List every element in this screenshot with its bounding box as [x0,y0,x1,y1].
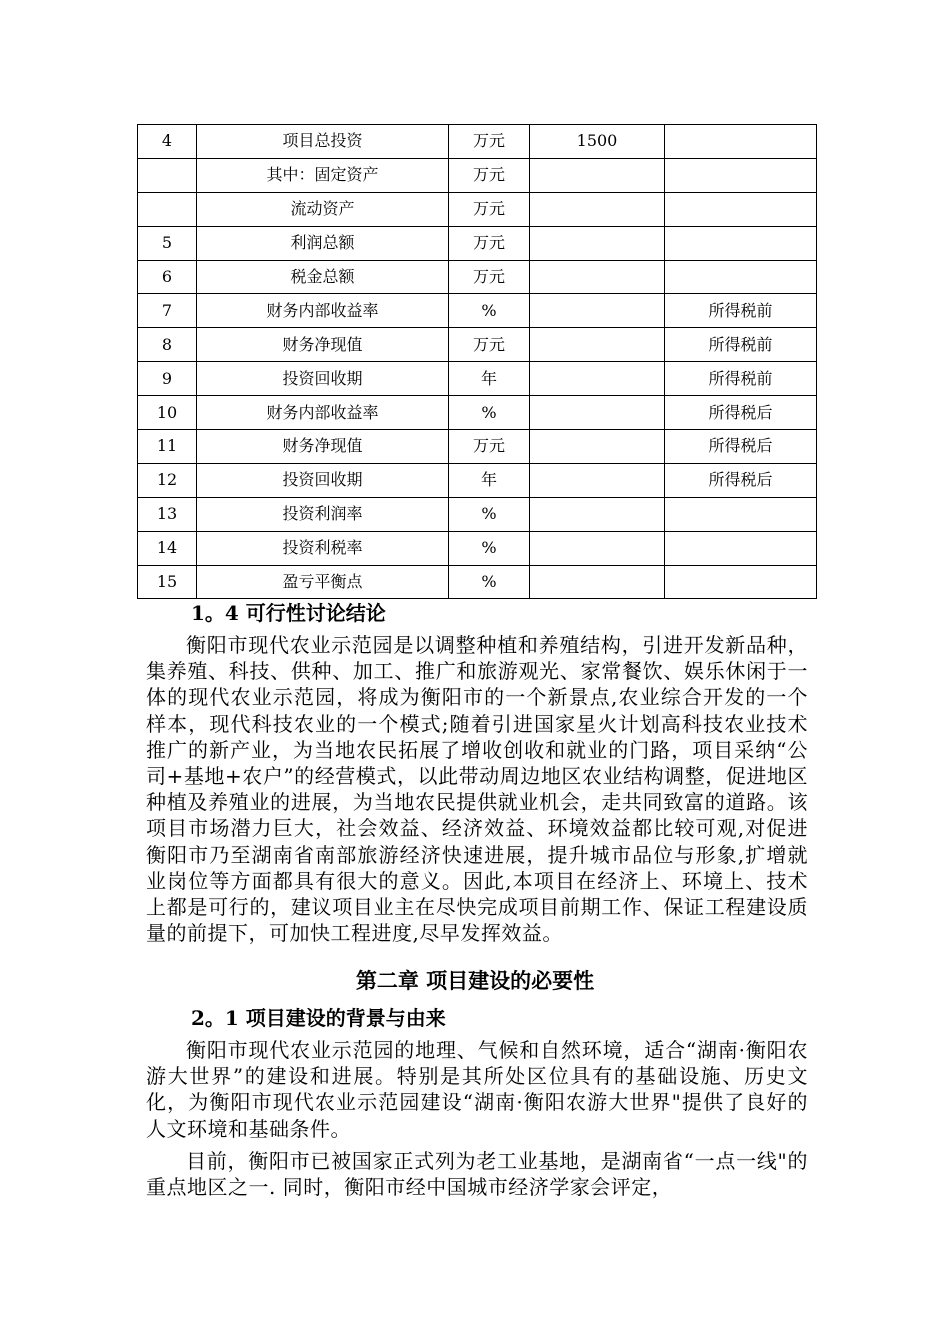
table-row [138,396,817,430]
unit: % [449,565,530,599]
item-name: 投资回收期 [197,362,449,396]
note [665,260,817,294]
note [665,531,817,565]
indicator-table-body [138,125,817,599]
section-heading-2-1: 2。1 项目建设的背景与由来 [191,1006,446,1030]
item-name: 财务净现值 [197,328,449,362]
value [530,396,665,430]
table-row [138,362,817,396]
table-row [138,125,817,159]
unit: % [449,497,530,531]
row-number: 5 [138,226,197,260]
note: 所得税后 [665,463,817,497]
table-row [138,226,817,260]
value [530,463,665,497]
section-2-1-paragraph-2: 目前，衡阳市已被国家正式列为老工业基地，是湖南省“一点一线"的重点地区之一. 同时，衡阳市经中国城市经济学家会评定， [146,1149,808,1200]
row-number: 4 [138,125,197,159]
section-heading-1-4: 1。4 可行性讨论结论 [191,601,386,625]
value [530,192,665,226]
note: 所得税后 [665,396,817,430]
note [665,497,817,531]
unit: 年 [449,362,530,396]
table-row [138,565,817,599]
table-row [138,260,817,294]
item-name: 投资利润率 [197,497,449,531]
value [530,531,665,565]
note [665,192,817,226]
item-name: 投资利税率 [197,531,449,565]
value [530,260,665,294]
item-name: 项目总投资 [197,125,449,159]
row-number [138,192,197,226]
item-name: 财务内部收益率 [197,294,449,328]
item-name: 盈亏平衡点 [197,565,449,599]
value [530,158,665,192]
item-name: 财务净现值 [197,430,449,464]
section-1-4-paragraph: 衡阳市现代农业示范园是以调整种植和养殖结构，引进开发新品种，集养殖、科技、供种、加工、推广和旅游观光、家常餐饮、娱乐休闲于一体的现代农业示范园，将成为衡阳市的一个新景点,农业综合开发的一个样本，现代科技农业的一个模式;随着引进国家星火计划高科技农业技术推广的新产业，为当地农民拓展了增收创收和就业的门路，项目采纳“公司+基地+农户”的经营模式，以此带动周边地区农业结构调整，促进地区种植及养殖业的进展，为当地农民提供就业机会，走共同致富的道路。该项目市场潜力巨大，社会效益、经济效益、环境效益都比较可观,对促进衡阳市乃至湖南省南部旅游经济快速进展，提升城市品位与形象,扩增就业岗位等方面都具有很大的意义。因此,本项目在经济上、环境上、技术上都是可行的，建议项目业主在尽快完成项目前期工作、保证工程建设质量的前提下，可加快工程进度,尽早发挥效益。 [146,633,808,946]
unit: 万元 [449,125,530,159]
note [665,158,817,192]
value [530,565,665,599]
value [530,430,665,464]
row-number: 8 [138,328,197,362]
note: 所得税后 [665,430,817,464]
item-name: 流动资产 [197,192,449,226]
row-number: 13 [138,497,197,531]
section-2-1-paragraph-1: 衡阳市现代农业示范园的地理、气候和自然环境，适合“湖南·衡阳农游大世界”的建设和进展。特别是其所处区位具有的基础设施、历史文化，为衡阳市现代农业示范园建设“湖南·衡阳农游大世界"提供了良好的人文环境和基础条件。 [146,1038,808,1141]
row-number: 14 [138,531,197,565]
row-number: 15 [138,565,197,599]
item-name: 税金总额 [197,260,449,294]
row-number: 11 [138,430,197,464]
item-name: 利润总额 [197,226,449,260]
table-row [138,531,817,565]
value [530,226,665,260]
unit: 万元 [449,192,530,226]
chapter-title: 第二章 项目建设的必要性 [355,968,595,993]
row-number [138,158,197,192]
unit: 万元 [449,260,530,294]
unit: 万元 [449,158,530,192]
indicator-table [137,124,817,599]
row-number: 6 [138,260,197,294]
unit: 万元 [449,226,530,260]
note: 所得税前 [665,294,817,328]
item-name: 财务内部收益率 [197,396,449,430]
note [665,565,817,599]
value: 1500 [530,125,665,159]
table-row [138,294,817,328]
value [530,294,665,328]
table-row [138,463,817,497]
row-number: 10 [138,396,197,430]
unit: % [449,294,530,328]
note: 所得税前 [665,328,817,362]
table-row [138,192,817,226]
unit: % [449,396,530,430]
unit: % [449,531,530,565]
item-name: 其中：固定资产 [197,158,449,192]
table-row [138,430,817,464]
unit: 年 [449,463,530,497]
note [665,125,817,159]
unit: 万元 [449,328,530,362]
row-number: 12 [138,463,197,497]
value [530,362,665,396]
note: 所得税前 [665,362,817,396]
row-number: 9 [138,362,197,396]
table-row [138,328,817,362]
table-row [138,158,817,192]
item-name: 投资回收期 [197,463,449,497]
value [530,328,665,362]
row-number: 7 [138,294,197,328]
value [530,497,665,531]
note [665,226,817,260]
table-row [138,497,817,531]
unit: 万元 [449,430,530,464]
